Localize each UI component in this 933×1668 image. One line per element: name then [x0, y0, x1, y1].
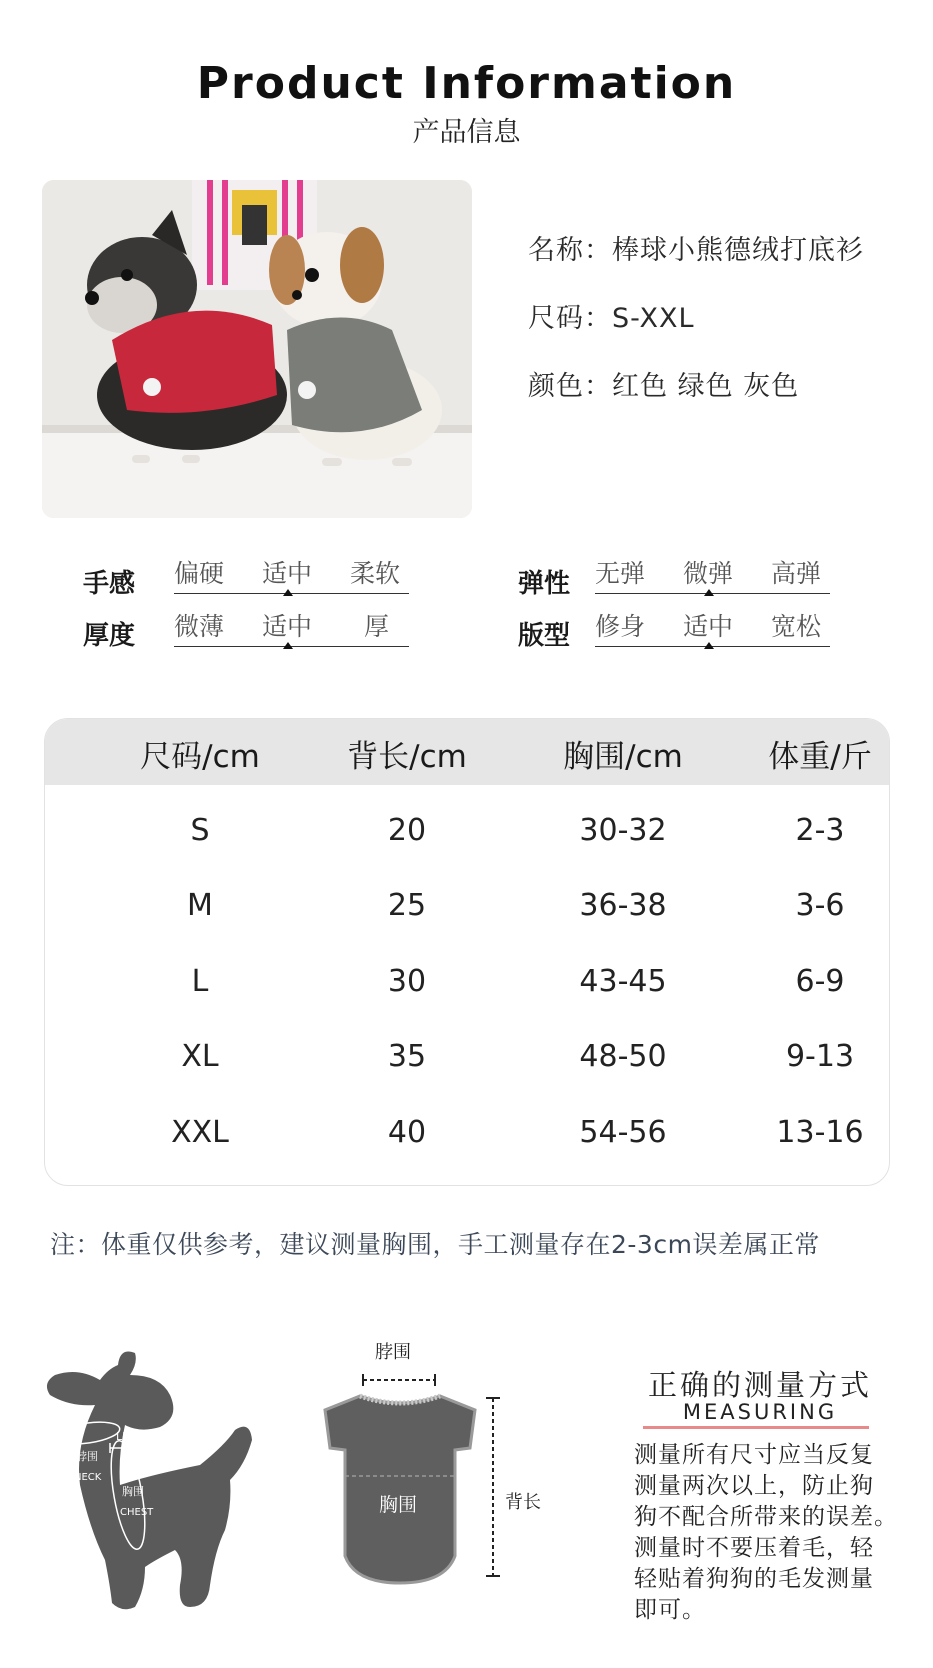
attr-option: 适中 — [262, 612, 313, 641]
page-title: Product Information — [196, 58, 737, 109]
attr-option: 柔软 — [350, 559, 401, 588]
attr-scale-fit — [595, 607, 830, 647]
header-chest: 胸围/cm — [563, 739, 683, 775]
header-back-length: 背长/cm — [347, 739, 467, 775]
attr-option: 修身 — [595, 612, 646, 641]
selected-marker — [704, 642, 714, 649]
spec-name: 名称：棒球小熊德绒打底衫 — [528, 235, 864, 266]
measuring-line: 测量所有尺寸应当反复 — [634, 1442, 874, 1468]
table-cell: 36-38 — [579, 888, 667, 923]
table-cell: 2-3 — [795, 813, 845, 848]
attr-scale-feel — [174, 554, 409, 594]
product-photo — [42, 180, 472, 518]
table-cell: 48-50 — [579, 1039, 667, 1074]
table-cell: 43-45 — [579, 964, 667, 999]
attr-option: 偏硬 — [174, 559, 225, 588]
attr-option: 高弹 — [771, 559, 822, 588]
dog-length-label: LENGTH背长 — [116, 1430, 183, 1443]
table-cell: XL — [181, 1039, 219, 1074]
shirt-chest-label: 胸围 — [379, 1494, 418, 1516]
attr-option: 无弹 — [595, 559, 646, 588]
header-size: 尺码/cm — [140, 739, 260, 775]
dog-chest-en-label: CHEST — [120, 1507, 154, 1518]
attr-scale-elasticity — [595, 554, 830, 594]
measuring-subtitle: MEASURING — [682, 1400, 838, 1424]
table-cell: 30 — [387, 964, 427, 999]
table-cell: S — [190, 813, 210, 848]
table-cell: 35 — [387, 1039, 427, 1074]
selected-marker — [704, 589, 714, 596]
accent-divider — [643, 1426, 869, 1429]
shirt-back-length-label: 背长 — [505, 1492, 541, 1513]
table-cell: 3-6 — [795, 888, 845, 923]
header-weight: 体重/斤 — [768, 739, 872, 775]
dog-neck-cn-label: 脖围 — [76, 1450, 98, 1463]
table-cell: XXL — [171, 1115, 229, 1150]
table-cell: 13-16 — [776, 1115, 864, 1150]
table-cell: 6-9 — [795, 964, 845, 999]
attr-option: 厚 — [364, 612, 390, 641]
measurement-note: 注：体重仅供参考，建议测量胸围，手工测量存在2-3cm误差属正常 — [50, 1230, 820, 1259]
dog-neck-en-label: NECK — [74, 1472, 102, 1483]
measuring-line: 测量时不要压着毛，轻 — [634, 1535, 874, 1561]
attr-label-elasticity: 弹性 — [518, 569, 571, 599]
attr-option: 适中 — [262, 559, 313, 588]
measuring-title: 正确的测量方式 — [647, 1368, 872, 1402]
measuring-line: 即可。 — [634, 1597, 706, 1623]
attr-option: 微薄 — [174, 612, 225, 641]
table-cell: 25 — [387, 888, 427, 923]
dog-chest-cn-label: 胸围 — [122, 1485, 144, 1498]
measuring-line: 狗不配合所带来的误差。 — [634, 1504, 898, 1530]
dog-measurement-diagram — [40, 1345, 270, 1615]
attr-scale-thickness — [174, 607, 409, 647]
shirt-neck-label: 脖围 — [375, 1342, 411, 1363]
table-cell: M — [187, 888, 213, 923]
selected-marker — [283, 642, 293, 649]
spec-color: 颜色：红色 绿色 灰色 — [528, 371, 800, 402]
shirt-measurement-diagram — [315, 1338, 565, 1598]
attr-option: 微弹 — [683, 559, 734, 588]
table-cell: 30-32 — [579, 813, 667, 848]
spec-size: 尺码：S-XXL — [528, 303, 695, 334]
table-cell: 20 — [387, 813, 427, 848]
table-cell: 9-13 — [785, 1039, 855, 1074]
selected-marker — [283, 589, 293, 596]
table-cell: L — [191, 964, 209, 999]
size-table-header — [45, 719, 889, 785]
measuring-line: 测量两次以上，防止狗 — [634, 1473, 874, 1499]
shirt-body — [325, 1396, 475, 1583]
attr-label-thickness: 厚度 — [83, 621, 136, 651]
table-cell: 40 — [387, 1115, 427, 1150]
attr-option: 适中 — [683, 612, 734, 641]
attr-label-fit: 版型 — [518, 621, 571, 651]
attr-label-feel: 手感 — [83, 569, 136, 599]
table-cell: 54-56 — [579, 1115, 667, 1150]
page-subtitle: 产品信息 — [412, 117, 521, 148]
size-table — [44, 718, 890, 1186]
measuring-line: 轻贴着狗狗的毛发测量 — [634, 1566, 874, 1592]
attr-option: 宽松 — [771, 612, 822, 641]
